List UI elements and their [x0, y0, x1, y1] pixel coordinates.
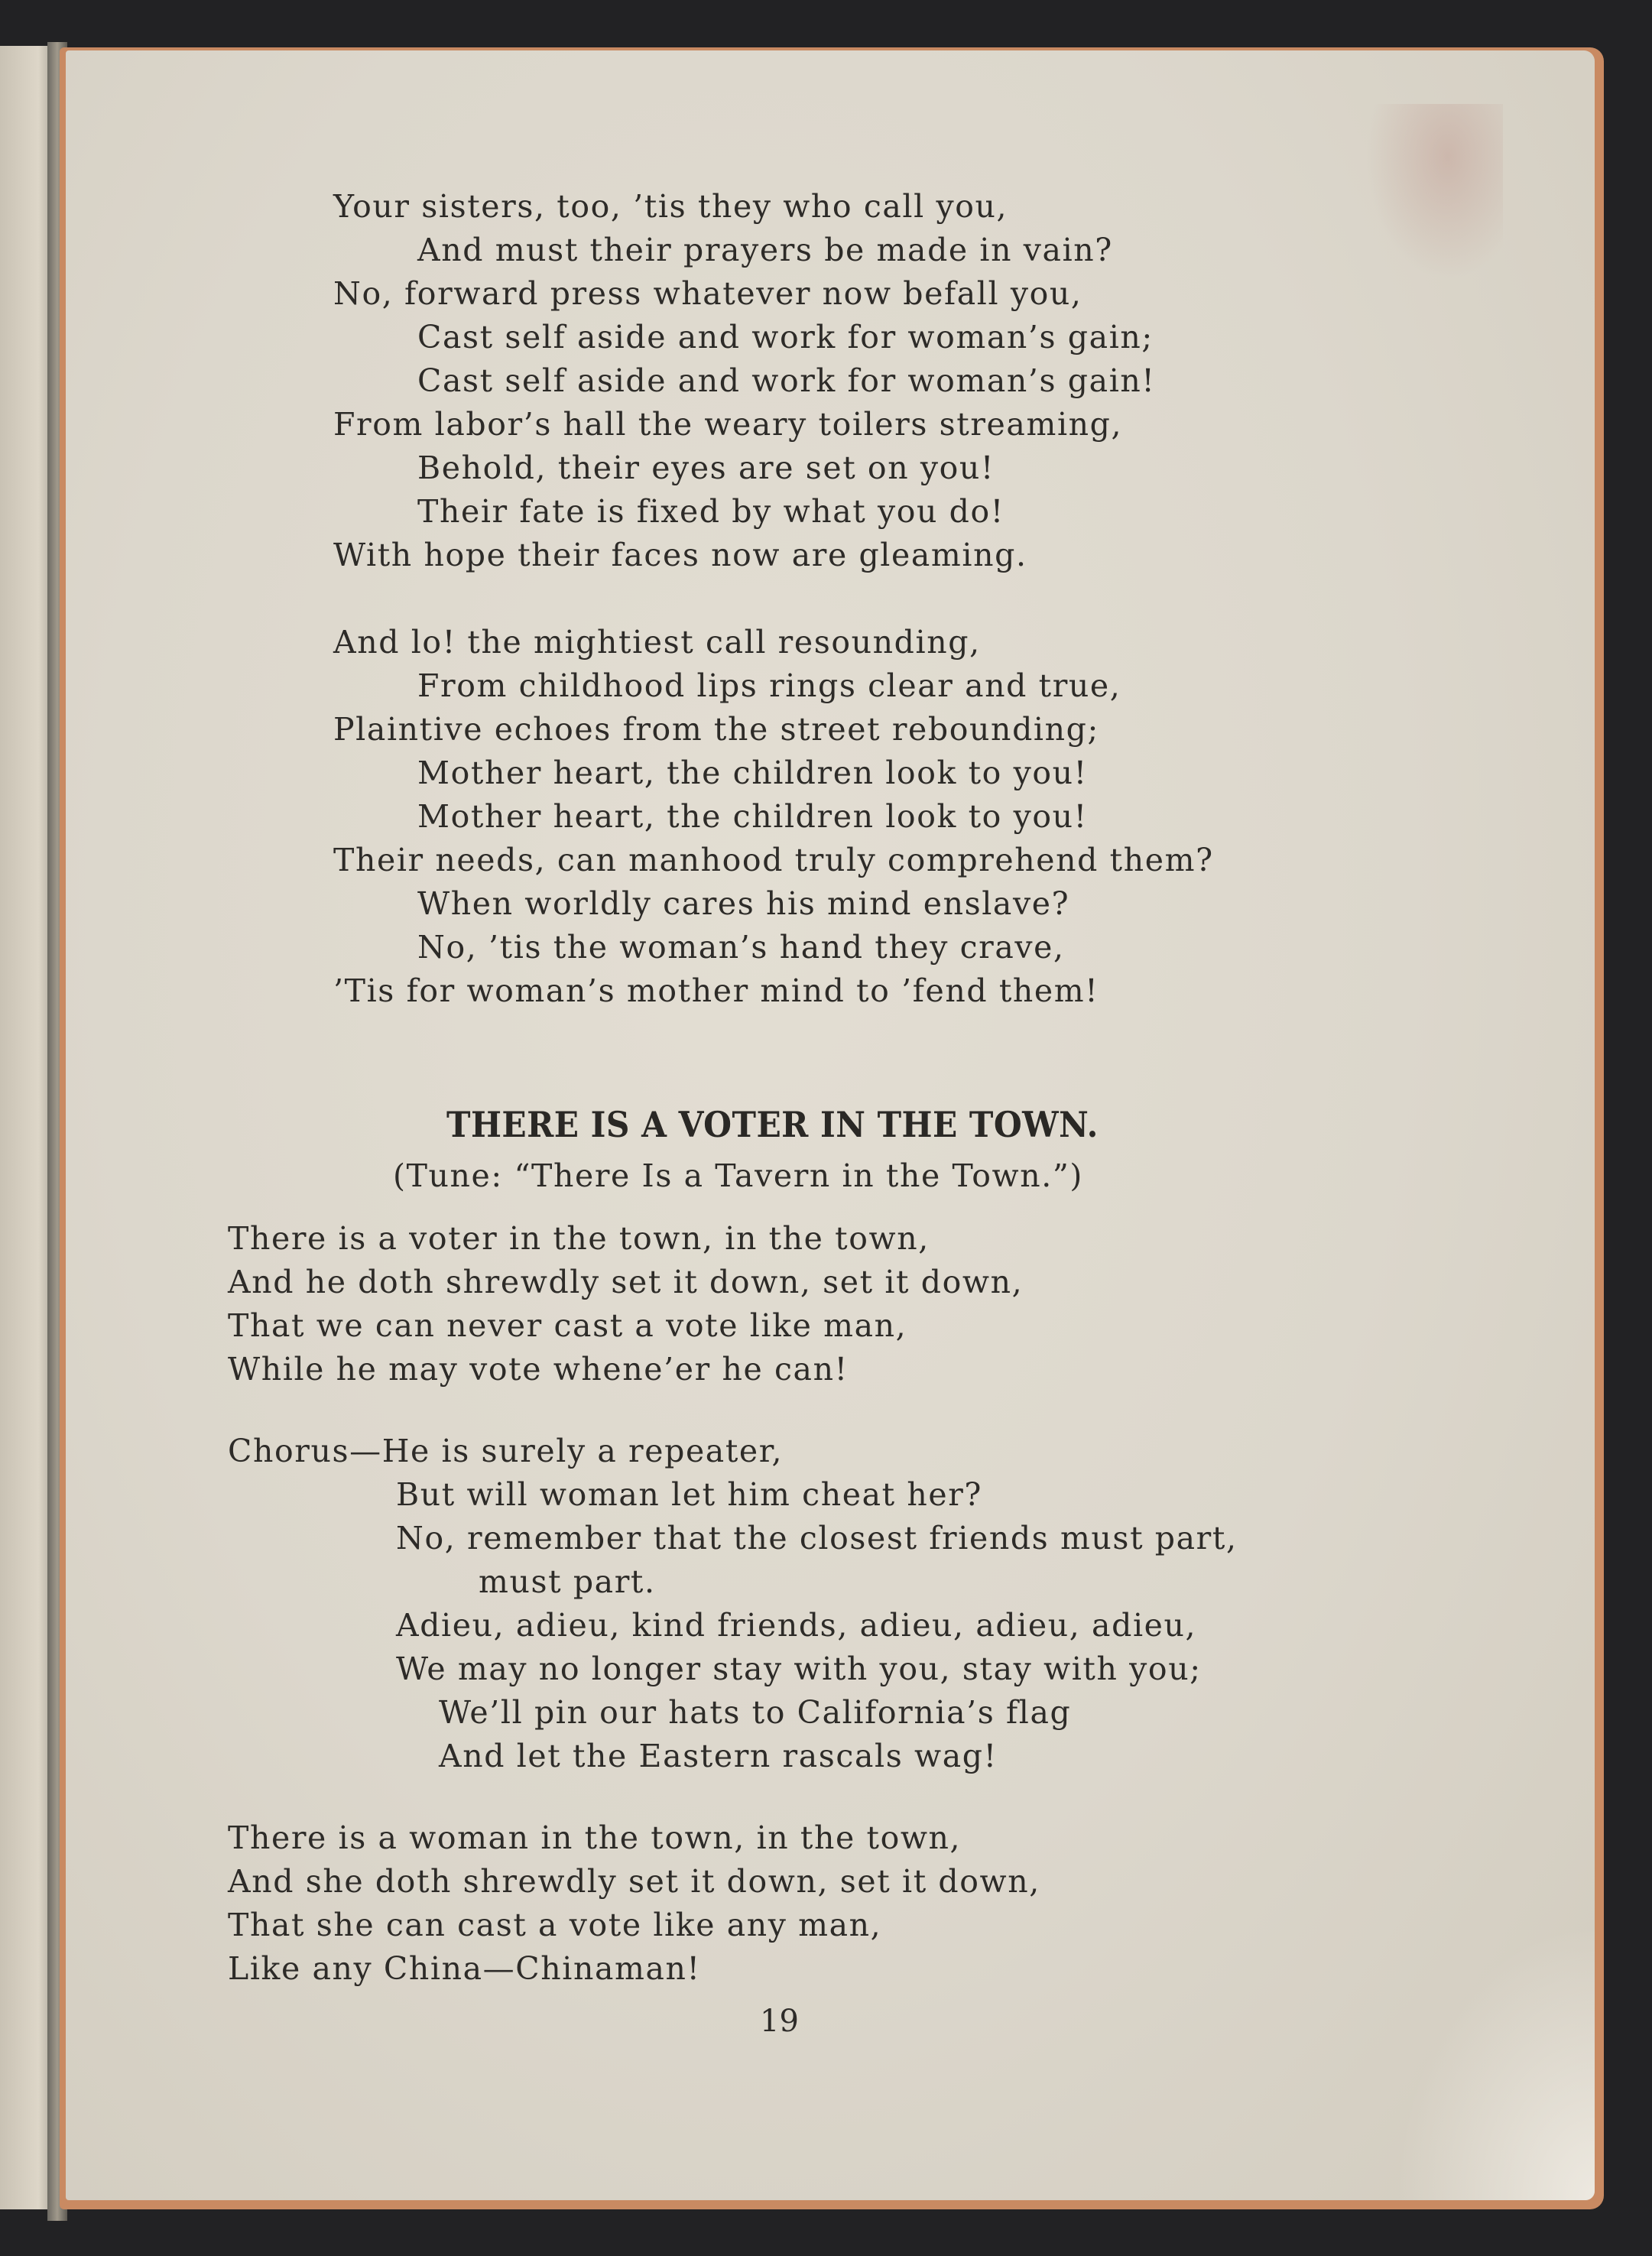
- verse-line: Plaintive echoes from the street rebounding;: [333, 711, 1099, 748]
- verse-line: From labor’s hall the weary toilers streaming,: [333, 406, 1123, 443]
- chorus-line: must part.: [479, 1563, 656, 1600]
- page-number: 19: [760, 2004, 799, 2039]
- verse-line: When worldly cares his mind enslave?: [417, 885, 1070, 922]
- verse-line: Mother heart, the children look to you!: [417, 798, 1088, 835]
- verse-line: Your sisters, too, ’tis they who call you,: [333, 188, 1008, 225]
- verse-line: Cast self aside and work for woman’s gain!: [417, 362, 1156, 399]
- chorus-line: Adieu, adieu, kind friends, adieu, adieu, adieu,: [396, 1607, 1197, 1644]
- page-stain: [1365, 104, 1503, 280]
- stanza-line: That she can cast a vote like any man,: [228, 1907, 882, 1943]
- stanza-line: And he doth shrewdly set it down, set it down,: [228, 1264, 1024, 1300]
- stanza-line: There is a voter in the town, in the town,: [228, 1220, 930, 1257]
- verse-line: And lo! the mightiest call resounding,: [333, 624, 981, 661]
- verse-line: Their fate is fixed by what you do!: [417, 493, 1005, 530]
- stanza-line: There is a woman in the town, in the town,: [228, 1819, 962, 1856]
- verse-line: No, forward press whatever now befall you,: [333, 275, 1082, 312]
- chorus-line: Chorus—He is surely a repeater,: [228, 1433, 784, 1469]
- book-page: [66, 50, 1595, 2200]
- worn-corner: [1396, 1925, 1595, 2200]
- chorus-line: And let the Eastern rascals wag!: [439, 1738, 998, 1774]
- stanza-line: That we can never cast a vote like man,: [228, 1307, 907, 1344]
- verse-line: No, ’tis the woman’s hand they crave,: [417, 929, 1065, 966]
- chorus-line: But will woman let him cheat her?: [396, 1476, 982, 1513]
- verse-line: Cast self aside and work for woman’s gain;: [417, 319, 1154, 355]
- verse-line: Their needs, can manhood truly comprehend them?: [333, 842, 1214, 878]
- verse-line: From childhood lips rings clear and true,: [417, 667, 1121, 704]
- chorus-line: No, remember that the closest friends must part,: [396, 1520, 1238, 1556]
- verse-line: Behold, their eyes are set on you!: [417, 450, 995, 486]
- tune-note: (Tune: “There Is a Tavern in the Town.”): [393, 1157, 1084, 1194]
- verse-line: Mother heart, the children look to you!: [417, 755, 1088, 791]
- verse-line: With hope their faces now are gleaming.: [333, 537, 1027, 573]
- stanza-line: Like any China—Chinaman!: [228, 1950, 701, 1987]
- stanza-line: And she doth shrewdly set it down, set it down,: [228, 1863, 1040, 1900]
- chorus-line: We’ll pin our hats to California’s flag: [439, 1694, 1072, 1731]
- verse-line: And must their prayers be made in vain?: [417, 232, 1113, 268]
- stanza-line: While he may vote whene’er he can!: [228, 1351, 849, 1388]
- verse-line: ’Tis for woman’s mother mind to ’fend them!: [333, 972, 1099, 1009]
- song-title: THERE IS A VOTER IN THE TOWN.: [446, 1104, 1099, 1145]
- chorus-line: We may no longer stay with you, stay with you;: [396, 1651, 1202, 1687]
